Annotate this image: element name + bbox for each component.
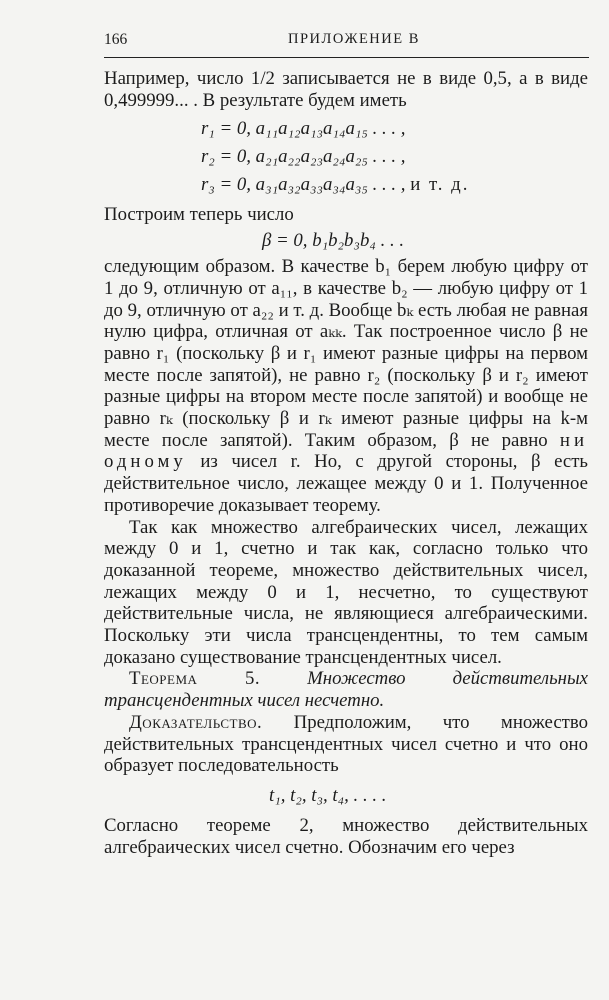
paragraph: Например, число 1/2 записывается не в виде 0,5, а в виде 0,499999... . В результате будем иметь — [104, 68, 588, 111]
page-header — [104, 31, 586, 53]
proof — [104, 712, 588, 777]
formula-beta: β = 0, b₁b₂b₃b₄ . . . — [262, 230, 405, 252]
running-title: ПРИЛОЖЕНИЕ В — [288, 31, 420, 47]
formula-r3-line — [201, 171, 588, 199]
paragraph: Согласно теореме 2, множество действительных алгебраических чисел счетно. Обозначим его через — [104, 814, 588, 858]
emphasis-spaced: ни одному — [104, 429, 588, 473]
paragraph-text: следующим образом. В качестве b₁ берем любую цифру от 1 до 9, отличную от a₁₁, в качестве b₂ — любую цифру от 1 до 9, отличную от a₂₂ и т. д. Вообще bₖ есть любая не равная нулю цифра, отличная от aₖₖ. Так построенное число β не равно r₁ (поскольку β и r₁ имеют разные цифры на первом месте после запятой), не равно r₂ (поскольку β и r₂ имеют разные цифры на втором месте после запятой) и вообще не равно rₖ (поскольку β и rₖ имеют разные цифры на k-м месте после запятой). Таким образом, β не равно — [104, 256, 588, 451]
formula-t: t₁, t₂, t₃, t₄, . . . . — [269, 784, 387, 806]
formula-r2: r₂ = 0, a₂₁a₂₂a₂₃a₂₄a₂₅ . . . , — [201, 146, 406, 168]
formula-r3-tail: и т. д. — [410, 174, 470, 196]
theorem-head: Теорема 5. — [129, 668, 261, 690]
proof-head: Доказательство. — [129, 711, 263, 733]
paragraph: Построим теперь число — [104, 204, 294, 226]
formula-r1: r₁ = 0, a₁₁a₁₂a₁₃a₁₄a₁₅ . . . , — [201, 118, 406, 140]
formula-r3: r₃ = 0, a₃₁a₃₂a₃₃a₃₄a₃₅ . . . , — [201, 174, 406, 196]
proof-text: Предположим, что множество действительных трансцендентных чисел счетно и что оно образует последовательность — [104, 711, 588, 777]
paragraph-text: из чисел r. Но, с другой стороны, β есть действительное число, лежащее между 0 и 1. Полученное противоречие доказывает теорему. — [104, 451, 588, 516]
paragraph-proof-construction — [104, 256, 588, 516]
paragraph: Так как множество алгебраических чисел, лежащих между 0 и 1, счетно и так как, согласно только что доказанной теореме, множество действительных чисел, лежащих между 0 и 1, несчетно, то существуют действительные числа, не являющиеся алгебраическими. Поскольку эти числа трансцендентны, то тем самым доказано существование трансцендентных чисел. — [104, 516, 588, 668]
page-number: 166 — [104, 31, 128, 48]
theorem-statement: Множество действительных трансцендентных чисел несчетно. — [104, 668, 589, 712]
formula-block-r — [104, 115, 588, 199]
theorem-5 — [104, 668, 588, 711]
text-body — [104, 68, 588, 858]
header-rule — [104, 57, 589, 58]
